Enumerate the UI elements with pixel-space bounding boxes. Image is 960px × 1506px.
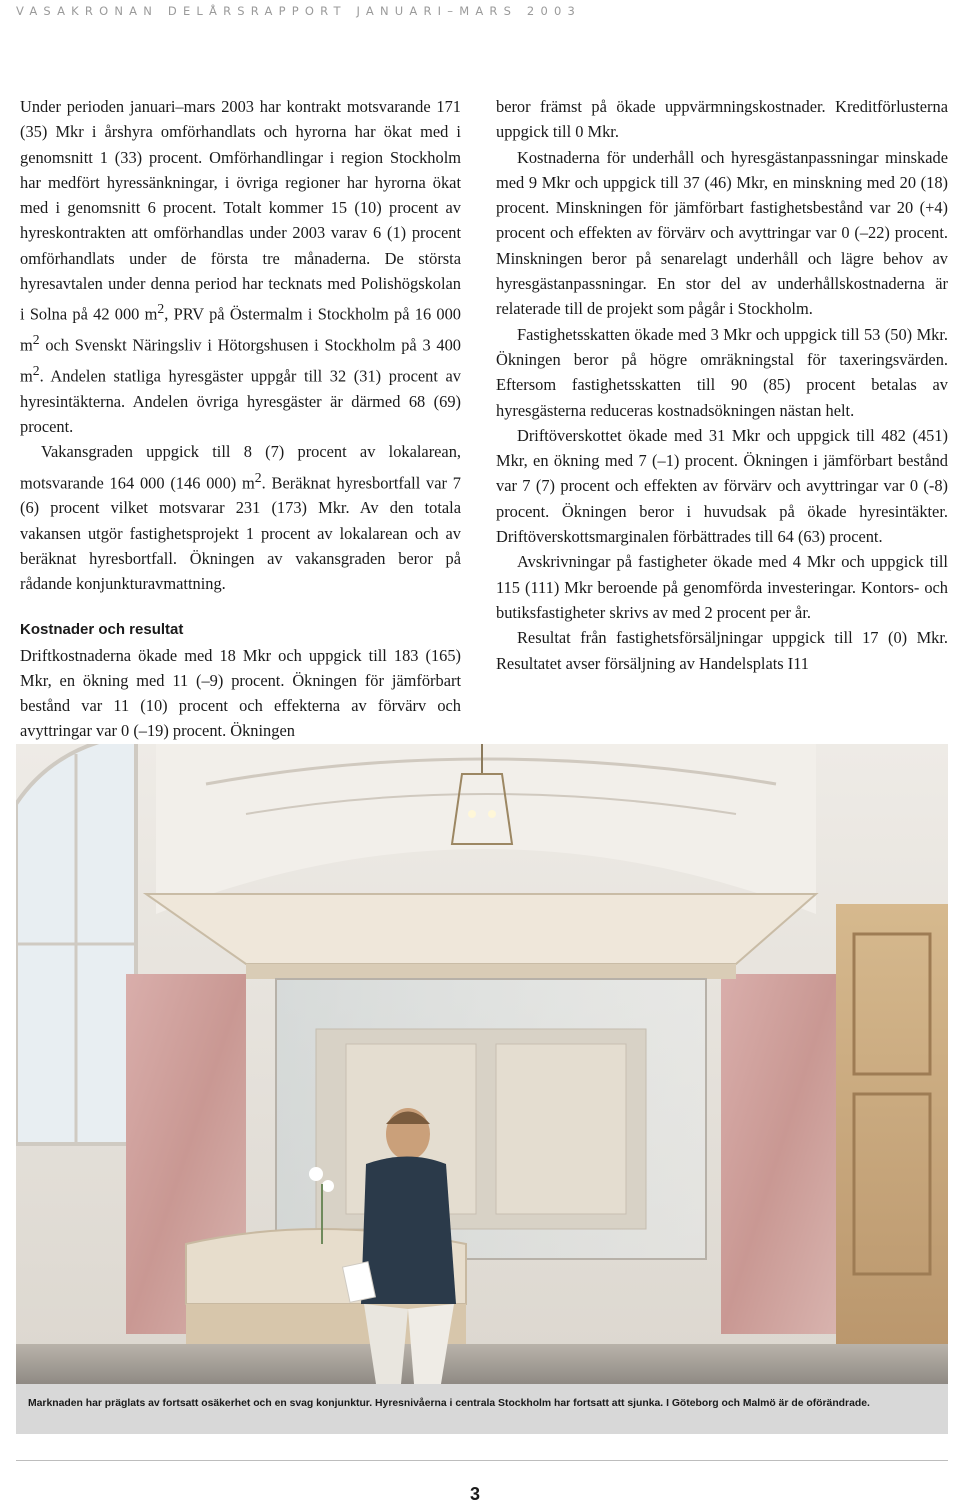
paragraph-maintenance: Kostnaderna för underhåll och hyresgästanpassningar minskade med 9 Mkr och uppgick till 37 (46) Mkr, en minskning med 20 (18) procent. Minskningen för jämförbart fastighetsbestånd var 20 (+4) procent och effekten av förvärv och avyttringar var 0 (–22) procent. Minskningen beror på senarelagt underhåll och lägre behov av hyresgästanpassningar. En stor del av underhållskostnaderna är relaterade till de projekt som pågår i Stockholm.: [496, 147, 948, 319]
paragraph-depreciation: Avskrivningar på fastigheter ökade med 4 Mkr och uppgick till 115 (111) Mkr beroende på genomförda investeringar. Kontors- och butiksfastigheter skrivs av med 2 procent per år.: [496, 552, 948, 622]
left-text-column: [20, 94, 461, 744]
photo-caption: Marknaden har präglats av fortsatt osäkerhet och en svag konjunktur. Hyresnivåerna i centrala Stockholm har fortsatt att sjunka. I Göteborg och Malmö är de oförändrade.: [16, 1384, 948, 1434]
page-number: 3: [470, 1484, 481, 1504]
running-header: VASAKRONAN DELÅRSRAPPORT JANUARI–MARS 2003: [16, 4, 581, 18]
footer-rule: [16, 1460, 948, 1461]
reception-photo: [16, 744, 948, 1384]
paragraph-heating-costs: beror främst på ökade uppvärmningskostnader. Kreditförlusterna uppgick till 0 Mkr.: [496, 97, 948, 142]
paragraph-property-tax: Fastighetsskatten ökade med 3 Mkr och uppgick till 53 (50) Mkr. Ökningen beror på högre omräkningstal för taxeringsvärden. Eftersom fastighetsskatten till 90 (85) procent betalas av hyresgästerna reduceras kostnadsökningen nästan helt.: [496, 324, 948, 420]
paragraph-operating-surplus: Driftöverskottet ökade med 31 Mkr och uppgick till 482 (451) Mkr, en ökning med 7 (–1) procent. Ökningen i jämförbart bestånd var 7 (7) procent och effekten av förvärv och avyttringar var 0 (-8) procent. Ökningen beror i huvudsak på ökade hyresintäkter. Driftöverskottsmarginalen förbättrades till 64 (63) procent.: [496, 425, 948, 547]
section-heading: Kostnader och resultat: [20, 620, 184, 638]
paragraph-operating-costs: Driftkostnaderna ökade med 18 Mkr och uppgick till 183 (165) Mkr, en ökning med 11 (–9) procent. Ökningen för jämförbart bestånd var 11 (10) procent och effekterna av förvärv och avyttringar var 0 (–19) procent. Ökningen: [20, 645, 461, 741]
paragraph-vacancy: Vakansgraden uppgick till 8 (7) procent av lokalarean, motsvarande 164 000 (146 000) $m^2$. Beräknat hyresbortfall var 7 (6) procent vilket motsvarar 231 (173) Mkr. Av den totala vakansen utgör fastighetsprojekt 1 procent av lokalarean och av beräknat hyresbortfall. Ökningen av vakansgraden beror på rådande konjunkturavmattning.: [20, 442, 461, 594]
paragraph-property-sales: Resultat från fastighetsförsäljningar uppgick till 17 (0) Mkr. Resultatet avser försäljning av Handelsplats I11: [496, 628, 948, 673]
paragraph-contracts: Under perioden januari–mars 2003 har kontrakt motsvarande 171 (35) Mkr i årshyra omförhandlats och hyrorna har ökat med i genomsnitt 1 (33) procent. Omförhandlingar i region Stockholm har medfört hyressänkningar, i övriga regioner har hyrorna ökat med i genomsnitt 6 procent. Totalt kommer 15 (10) procent av hyreskontrakten att omförhandlas under 2003 varav 6 (1) procent omförhandlats under de första tre månaderna. De största hyresavtalen under denna period har tecknats med Polishögskolan i Solna på 42 000 $m^2$, PRV på Östermalm i Stockholm på 16 000 $m^2$ och Svenskt Näringsliv i Hötorgshusen i Stockholm på 3 400 $m^2$. Andelen statliga hyresgäster uppgår till 32 (31) procent av hyresintäkterna. Andelen övriga hyresgäster är därmed 68 (69) procent.: [20, 97, 462, 436]
right-text-column: [496, 94, 948, 676]
